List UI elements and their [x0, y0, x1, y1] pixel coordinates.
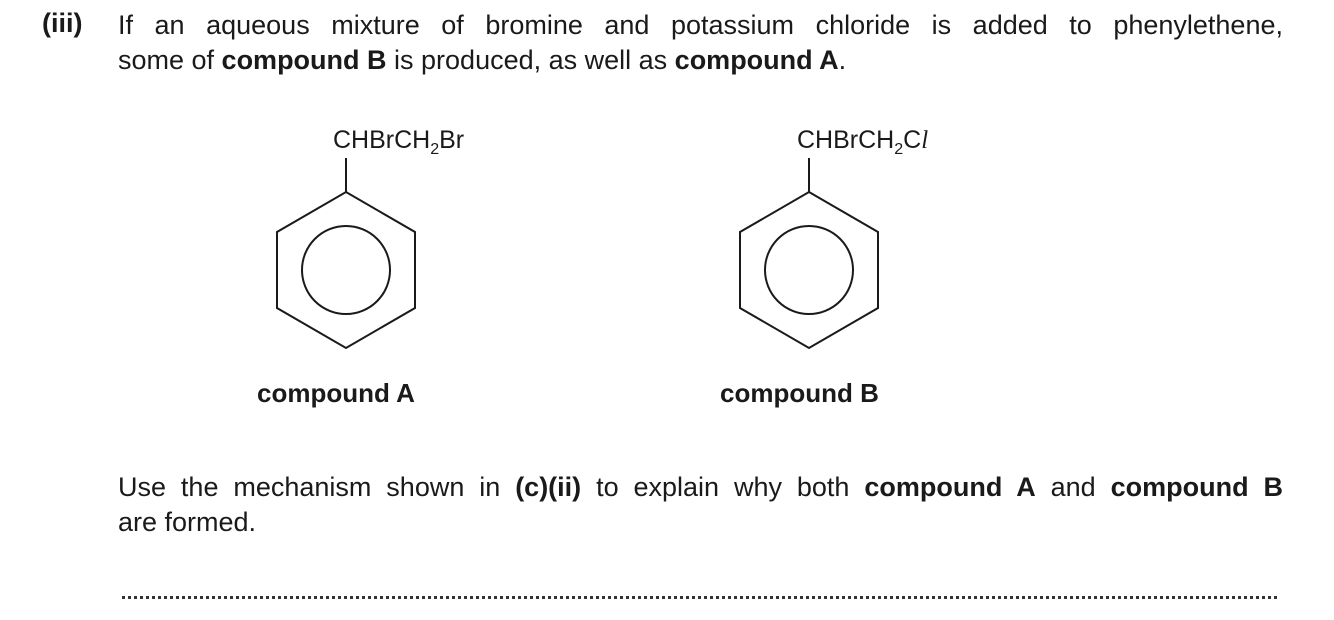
compound-b-benzene-ring — [729, 150, 889, 355]
formula-part: l — [921, 127, 929, 154]
answer-line[interactable] — [122, 596, 1277, 599]
aromatic-circle — [765, 226, 853, 314]
question-intro — [118, 8, 1283, 78]
formula-part: CHBrCH — [797, 126, 895, 154]
intro-compound-b: compound B — [221, 45, 387, 75]
compound-b-caption: compound B — [720, 378, 879, 408]
formula-part: C — [903, 126, 922, 154]
prompt-compound-b: compound B — [1110, 472, 1283, 502]
formula-part: CHBrCH — [333, 126, 431, 154]
intro-text: is produced, as well as — [386, 45, 675, 75]
prompt-text: to explain why both — [581, 472, 865, 502]
intro-line-2 — [118, 43, 1283, 78]
formula-subscript: 2 — [430, 141, 440, 158]
prompt-compound-a: compound A — [864, 472, 1036, 502]
prompt-text: Use the mechanism shown in — [118, 472, 516, 502]
prompt-line-1 — [118, 470, 1283, 505]
prompt-reference: (c)(ii) — [515, 472, 582, 502]
compound-a-benzene-ring — [266, 150, 426, 355]
compound-a-caption: compound A — [257, 378, 415, 408]
hexagon — [277, 192, 415, 348]
prompt-text: and — [1035, 472, 1111, 502]
intro-line-1: If an aqueous mixture of bromine and potassium chloride is added to phenylethene, — [118, 10, 1283, 40]
intro-compound-a: compound A — [674, 45, 839, 75]
question-number: (iii) — [42, 8, 83, 38]
question-prompt — [118, 470, 1283, 540]
intro-text: some of — [118, 45, 222, 75]
prompt-line-2: are formed. — [118, 507, 257, 537]
formula-part: Br — [439, 126, 465, 154]
hexagon — [740, 192, 878, 348]
intro-period: . — [838, 45, 847, 75]
aromatic-circle — [302, 226, 390, 314]
formula-subscript: 2 — [894, 141, 904, 158]
